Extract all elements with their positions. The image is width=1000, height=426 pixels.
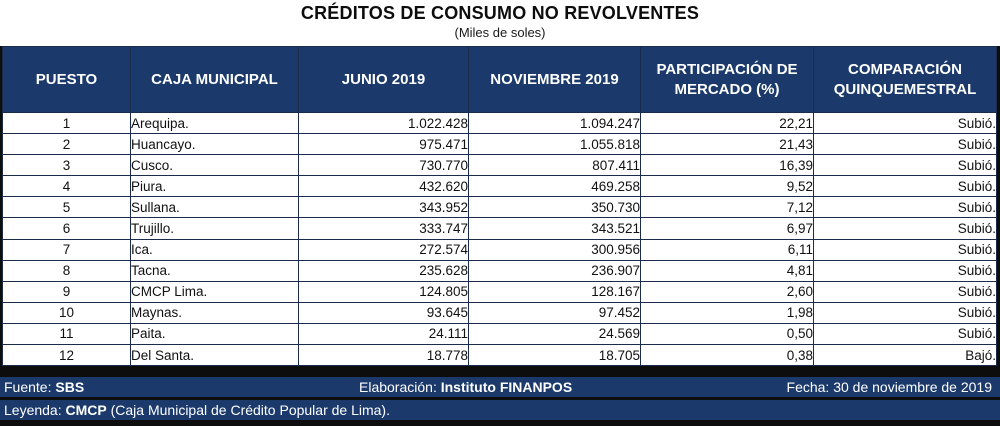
cell-participacion: 6,97 [641,218,814,239]
cell-comparacion: Subió. [814,281,997,302]
title-band [0,0,1000,46]
table-row [3,323,997,344]
legend-note [4,400,390,420]
cell-rank: 11 [3,323,131,344]
cell-participacion: 2,60 [641,281,814,302]
cell-junio: 1.022.428 [299,113,469,134]
cell-comparacion: Subió. [814,134,997,155]
table-row [3,134,997,155]
cell-caja: Sullana. [131,197,299,218]
cell-participacion: 4,81 [641,260,814,281]
cell-participacion: 0,38 [641,345,814,366]
cell-noviembre: 350.730 [469,197,641,218]
page-subtitle: (Miles de soles) [454,25,546,40]
cell-noviembre: 24.569 [469,323,641,344]
cell-caja: Tacna. [131,260,299,281]
cell-comparacion: Subió. [814,260,997,281]
cell-caja: Del Santa. [131,345,299,366]
table-row [3,113,997,134]
footer-source-bar [0,377,1000,397]
cell-rank: 7 [3,239,131,260]
table-header-row [3,47,997,113]
cell-rank: 10 [3,302,131,323]
cell-noviembre: 807.411 [469,155,641,176]
cell-participacion: 7,12 [641,197,814,218]
column-header-comparacion: COMPARACIÓN QUINQUEMESTRAL [814,47,997,113]
cell-noviembre: 128.167 [469,281,641,302]
made-label: Elaboración: [359,379,437,395]
cell-participacion: 21,43 [641,134,814,155]
cell-comparacion: Subió. [814,239,997,260]
table-row [3,260,997,281]
made-by-note [359,377,572,397]
cell-participacion: 6,11 [641,239,814,260]
cell-rank: 5 [3,197,131,218]
cell-rank: 3 [3,155,131,176]
table-row [3,345,997,366]
cell-comparacion: Subió. [814,302,997,323]
cell-caja: Maynas. [131,302,299,323]
cell-junio: 93.645 [299,302,469,323]
cell-noviembre: 1.094.247 [469,113,641,134]
cell-caja: Arequipa. [131,113,299,134]
cell-junio: 730.770 [299,155,469,176]
cell-noviembre: 97.452 [469,302,641,323]
cell-rank: 12 [3,345,131,366]
cell-participacion: 0,50 [641,323,814,344]
ranking-table [2,46,997,366]
table-row [3,155,997,176]
cell-caja: Piura. [131,176,299,197]
source-value: SBS [55,379,85,395]
cell-caja: Paita. [131,323,299,344]
cell-noviembre: 236.907 [469,260,641,281]
page-title: CRÉDITOS DE CONSUMO NO REVOLVENTES [300,3,700,23]
cell-comparacion: Subió. [814,176,997,197]
table-body [3,113,997,366]
cell-rank: 9 [3,281,131,302]
cell-caja: Huancayo. [131,134,299,155]
cell-comparacion: Subió. [814,197,997,218]
cell-rank: 6 [3,218,131,239]
cell-rank: 4 [3,176,131,197]
cell-comparacion: Bajó. [814,345,997,366]
date-note: Fecha: 30 de noviembre de 2019 [786,379,992,395]
footer-legend-bar [0,400,1000,420]
cell-junio: 333.747 [299,218,469,239]
cell-junio: 975.471 [299,134,469,155]
column-header-noviembre: NOVIEMBRE 2019 [469,47,641,113]
column-header-caja: CAJA MUNICIPAL [131,47,299,113]
cell-junio: 343.952 [299,197,469,218]
table-row [3,218,997,239]
table-row [3,302,997,323]
column-header-puesto: PUESTO [3,47,131,113]
cell-junio: 124.805 [299,281,469,302]
table-row [3,197,997,218]
legend-value: CMCP [65,402,107,418]
column-header-participacion: PARTICIPACIÓN DE MERCADO (%) [641,47,814,113]
source-label: Fuente: [4,379,52,395]
legend-text: (Caja Municipal de Crédito Popular de Lima). [110,402,390,418]
legend-label: Leyenda: [4,402,62,418]
cell-noviembre: 300.956 [469,239,641,260]
cell-participacion: 1,98 [641,302,814,323]
made-value: Instituto FINANPOS [440,379,573,395]
cell-caja: CMCP Lima. [131,281,299,302]
source-note [4,377,84,397]
table-row [3,281,997,302]
cell-rank: 1 [3,113,131,134]
cell-noviembre: 1.055.818 [469,134,641,155]
cell-caja: Trujillo. [131,218,299,239]
cell-comparacion: Subió. [814,113,997,134]
cell-noviembre: 343.521 [469,218,641,239]
table-row [3,239,997,260]
cell-participacion: 9,52 [641,176,814,197]
cell-participacion: 16,39 [641,155,814,176]
cell-comparacion: Subió. [814,218,997,239]
cell-noviembre: 469.258 [469,176,641,197]
cell-junio: 235.628 [299,260,469,281]
cell-comparacion: Subió. [814,155,997,176]
cell-caja: Cusco. [131,155,299,176]
cell-noviembre: 18.705 [469,345,641,366]
cell-junio: 24.111 [299,323,469,344]
cell-rank: 8 [3,260,131,281]
cell-junio: 18.778 [299,345,469,366]
table-row [3,176,997,197]
cell-rank: 2 [3,134,131,155]
cell-junio: 432.620 [299,176,469,197]
cell-junio: 272.574 [299,239,469,260]
column-header-junio: JUNIO 2019 [299,47,469,113]
cell-caja: Ica. [131,239,299,260]
cell-participacion: 22,21 [641,113,814,134]
cell-comparacion: Subió. [814,323,997,344]
